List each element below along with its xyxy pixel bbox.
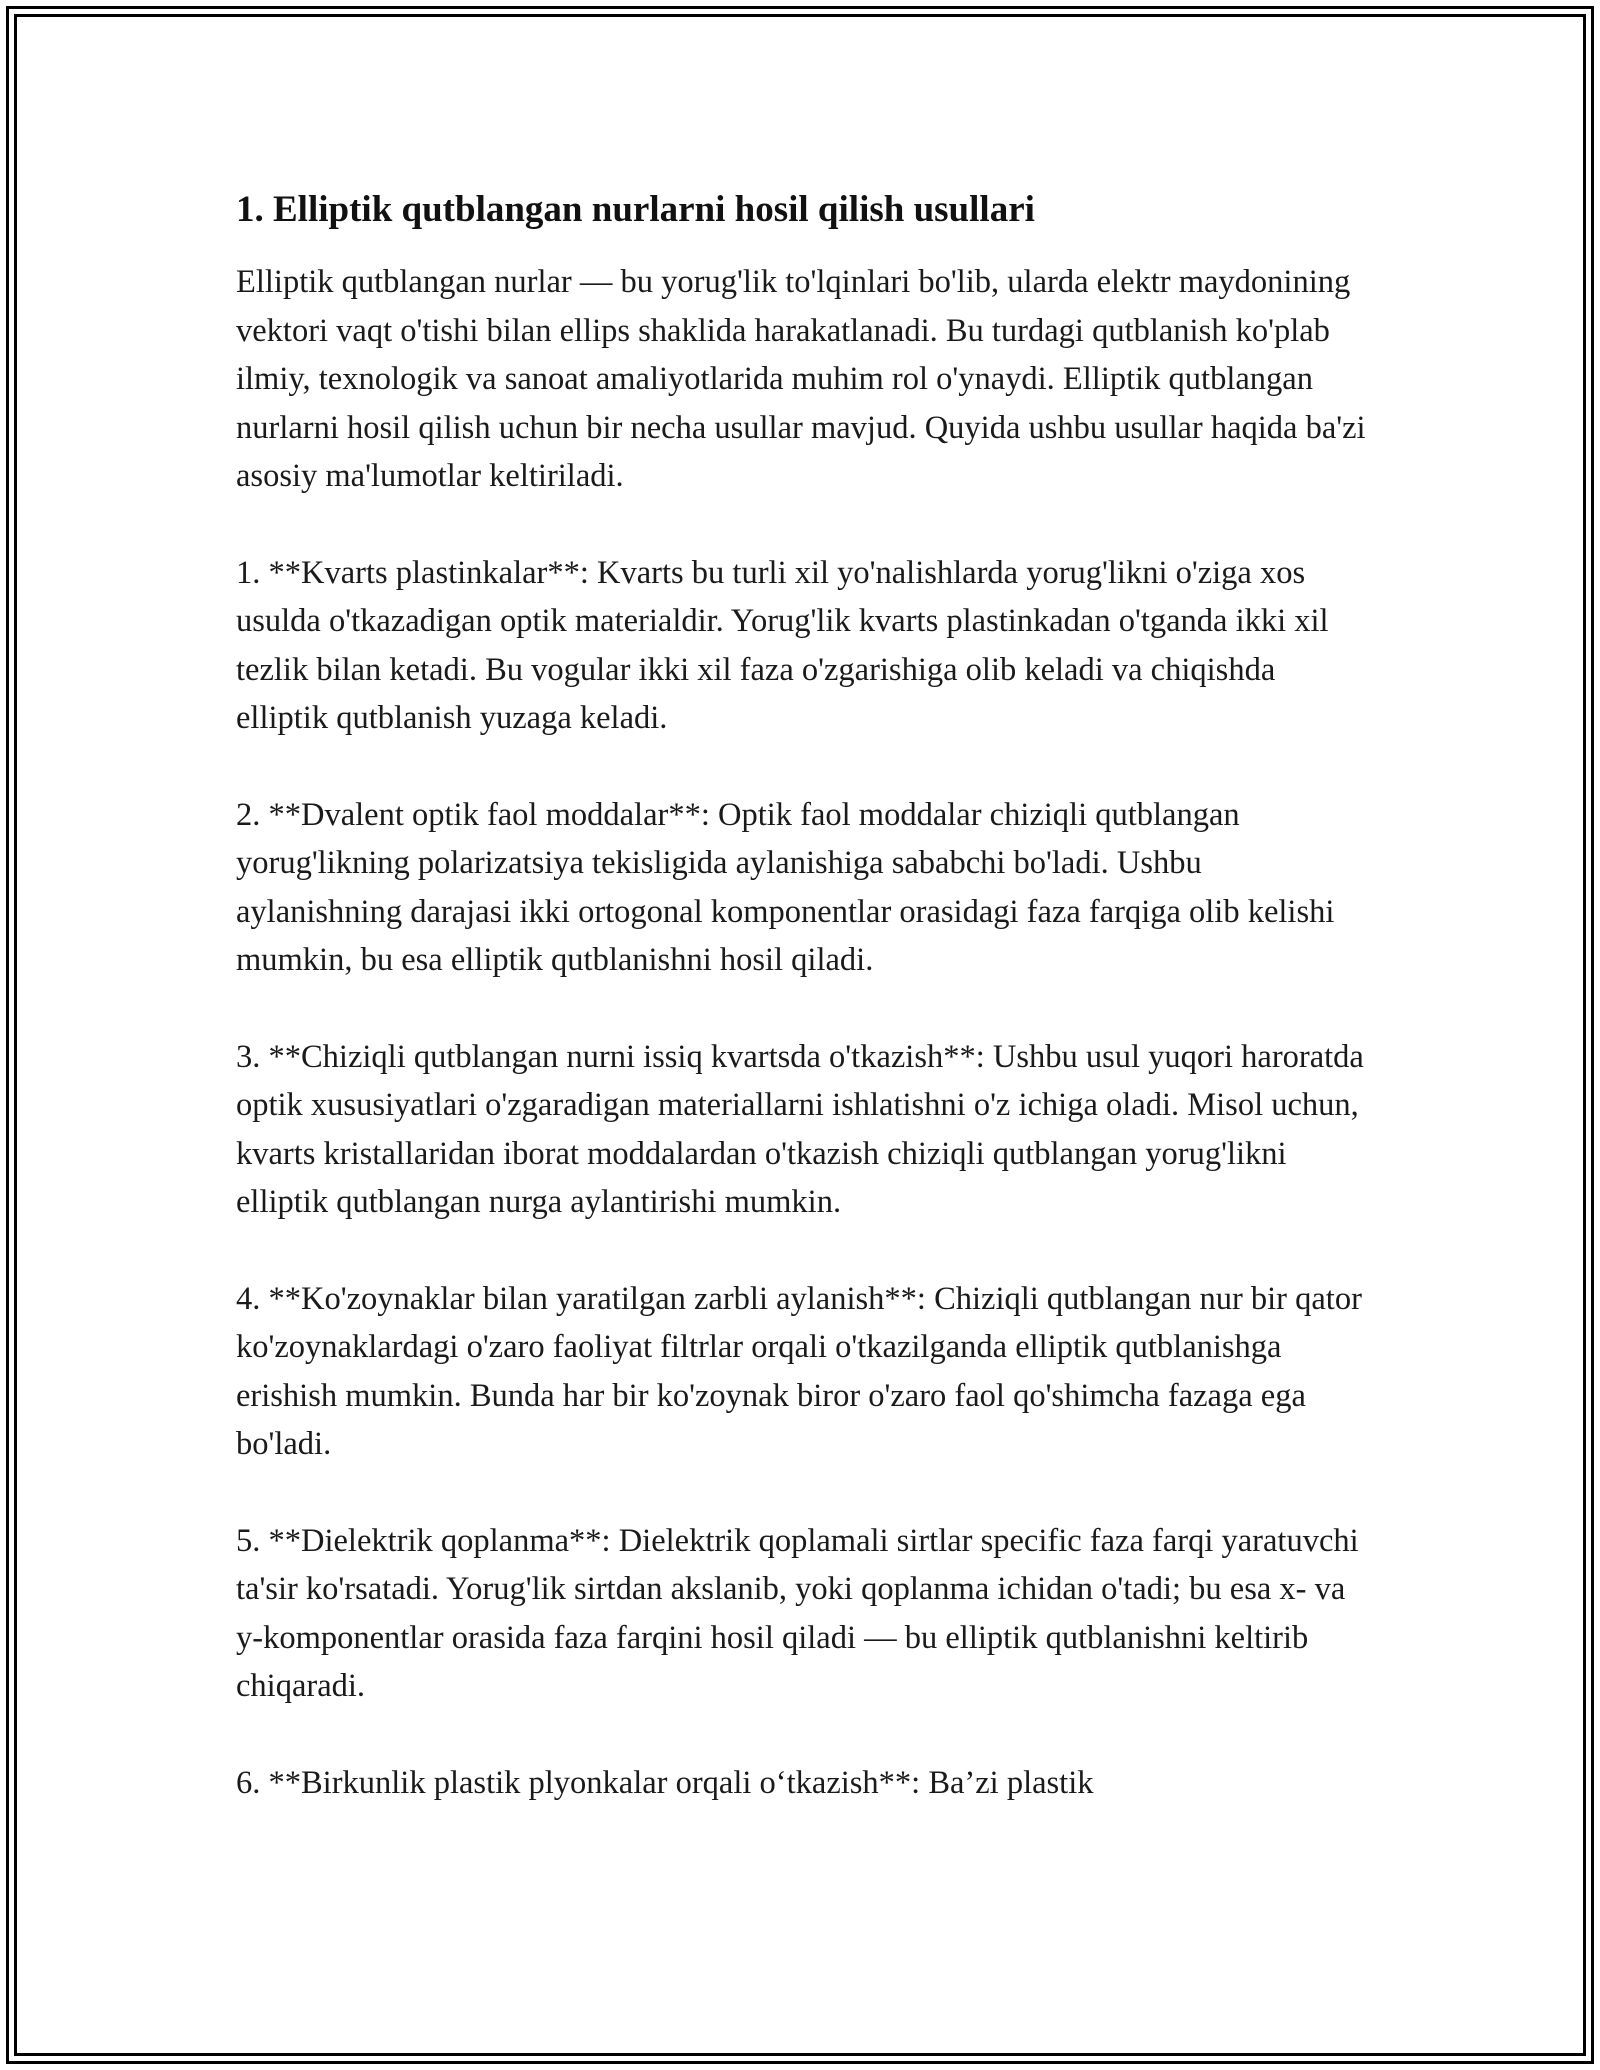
document-heading: 1. Elliptik qutblangan nurlarni hosil qilish usullari — [236, 189, 1035, 230]
method-paragraph-kvarts: 1. **Kvarts plastinkalar**: Kvarts bu turli xil yo'nalishlarda yorug'likni o'ziga xos usulda o'tkazadigan optik materialdir. Yorug'lik kvarts plastinkadan o'tganda ikki xil tezlik bilan ketadi. Bu vogular ikki xil faza o'zgarishiga olib keladi va chiqishda elliptik qutblanish yuzaga keladi. — [236, 554, 1329, 736]
method-paragraph-kozoynaklar: 4. **Ko'zoynaklar bilan yaratilgan zarbli aylanish**: Chiziqli qutblangan nur bir qator ko'zoynaklardagi o'zaro faoliyat filtrlar orqali o'tkazilganda elliptik qutblanishga erishish mumkin. Bunda har bir ko'zoynak biror o'zaro faol qo'shimcha fazaga ega bo'ladi. — [236, 1280, 1362, 1462]
method-paragraph-plastik: 6. **Birkunlik plastik plyonkalar orqali o‘tkazish**: Ba’zi plastik — [236, 1764, 1094, 1801]
method-paragraph-issiq-kvarts: 3. **Chiziqli qutblangan nurni issiq kvartsda o'tkazish**: Ushbu usul yuqori haroratda optik xususiyatlari o'zgaradigan materiallarni ishlatishni o'z ichiga oladi. Misol uchun, kvarts kristallaridan iborat moddalardan o'tkazish chiziqli qutblangan yorug'likni elliptik qutblangan nurga aylantirishi mumkin. — [236, 1038, 1364, 1220]
method-paragraph-dielektrik: 5. **Dielektrik qoplanma**: Dielektrik qoplamali sirtlar specific faza farqi yaratuvchi ta'sir ko'rsatadi. Yorug'lik sirtdan akslanib, yoki qoplanma ichidan o'tadi; bu esa x- va y-komponentlar orasida faza farqini hosil qiladi — bu elliptik qutblanishni keltirib chiqaradi. — [236, 1522, 1359, 1704]
intro-paragraph: Elliptik qutblangan nurlar — bu yorug'lik to'lqinlari bo'lib, ularda elektr maydonining vektori vaqt o'tishi bilan ellips shaklida harakatlanadi. Bu turdagi qutblanish ko'plab ilmiy, texnologik va sanoat amaliyotlarida muhim rol o'ynaydi. Elliptik qutblangan nurlarni hosil qilish uchun bir necha usullar mavjud. Quyida ushbu usullar haqida ba'zi asosiy ma'lumotlar keltiriladi. — [236, 264, 1366, 494]
method-paragraph-optik-faol: 2. **Dvalent optik faol moddalar**: Optik faol moddalar chiziqli qutblangan yorug'likning polarizatsiya tekisligida aylanishiga sababchi bo'ladi. Ushbu aylanishning darajasi ikki ortogonal komponentlar orasidagi faza farqiga olib kelishi mumkin, bu esa elliptik qutblanishni hosil qiladi. — [236, 796, 1335, 978]
document-body — [236, 186, 1366, 1807]
